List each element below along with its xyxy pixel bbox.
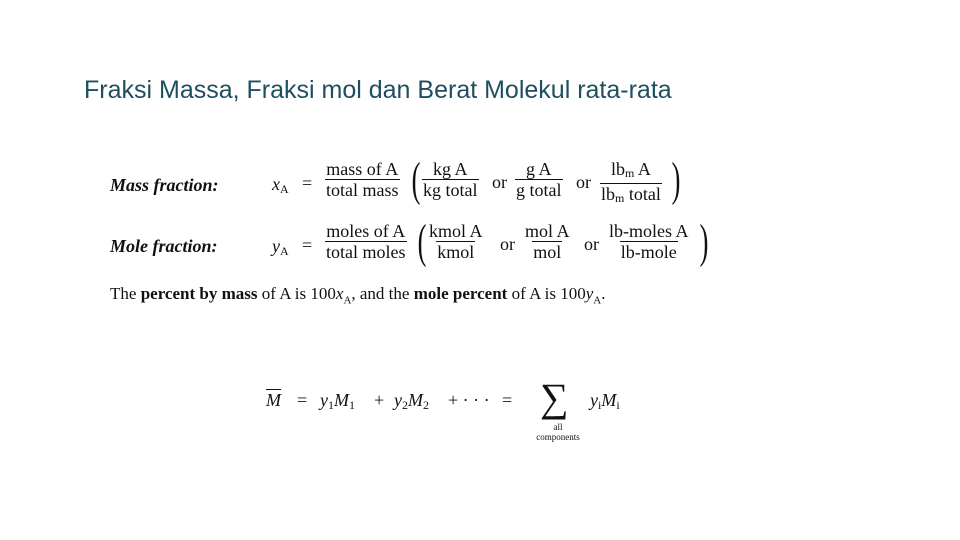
mass-open-paren: (: [411, 153, 421, 206]
mole-fraction-kmol: kmol A kmol: [429, 221, 483, 262]
mole-open-paren: (: [417, 215, 427, 268]
mole-close-paren: ): [699, 215, 709, 268]
mole-or-2: or: [584, 234, 599, 254]
mass-fraction-symbol: $x_A$: [272, 174, 289, 196]
mass-or-2: or: [576, 172, 591, 192]
mmw-plus-ellipsis: + · · ·: [448, 390, 490, 410]
mmw-term-2: $y_2M_2$: [394, 390, 429, 412]
mass-fraction-main: mass of A total mass: [326, 159, 399, 200]
summation-subscript: all components: [536, 422, 580, 442]
mole-fraction-symbol: $y_A$: [272, 236, 289, 258]
mole-fraction-label: Mole fraction:: [110, 236, 218, 256]
percent-sentence: The percent by mass of A is $100x_A$, and the mole percent of A is $100y_A$.: [110, 284, 606, 307]
mass-equals: =: [302, 173, 313, 193]
mmw-equals-2: =: [502, 390, 513, 410]
mole-fraction-main: moles of A total moles: [326, 221, 406, 262]
mole-fraction-lb: lb-moles A lb-mole: [609, 221, 689, 262]
mass-fraction-g: g A g total: [516, 159, 562, 200]
mmw-rhs-term: $y_iM_i$: [590, 390, 620, 412]
mass-fraction-kg: kg A kg total: [423, 159, 478, 200]
mass-close-paren: ): [671, 153, 681, 206]
mass-or-1: or: [492, 172, 507, 192]
mass-fraction-label: Mass fraction:: [110, 175, 219, 195]
summation-sign: ∑: [540, 375, 569, 420]
mmw-equals-1: =: [297, 390, 308, 410]
mole-equals: =: [302, 235, 313, 255]
mass-fraction-lb: $lb_m$ A $lb_m$ total: [600, 160, 662, 208]
slide-title: Fraksi Massa, Fraksi mol dan Berat Molekul rata-rata: [84, 76, 672, 104]
mean-molecular-weight-lhs: $\overline{M}$: [266, 390, 281, 410]
mole-or-1: or: [500, 234, 515, 254]
mmw-term-1: $y_1M_1$: [320, 390, 355, 412]
mole-fraction-mol: mol A mol: [525, 221, 570, 262]
mmw-plus-1: +: [374, 390, 385, 410]
